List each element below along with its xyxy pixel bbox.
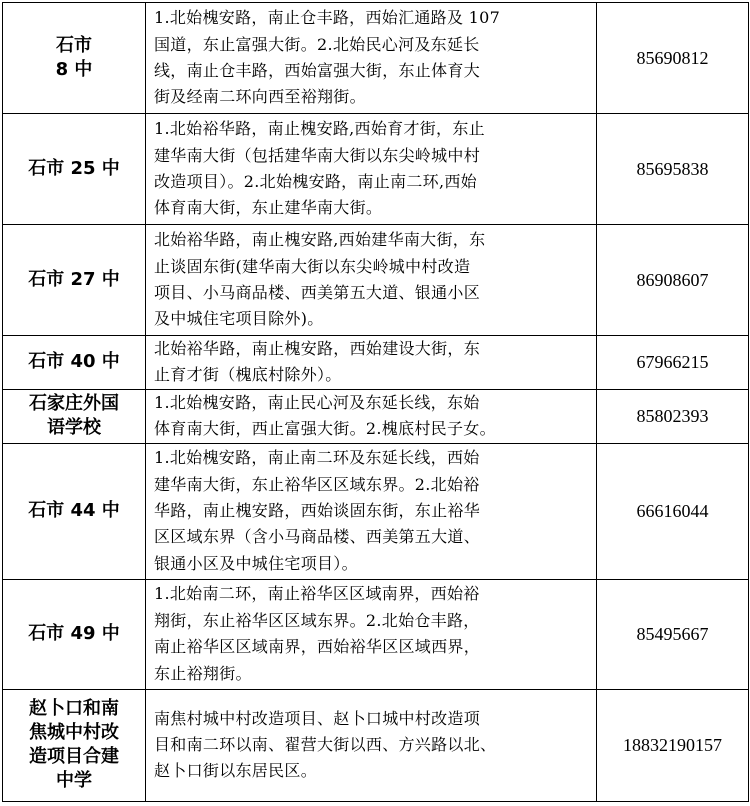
district-area-cell <box>146 689 597 801</box>
district-area-line: 北始裕华路，南止槐安路，西始建设大街，东 <box>154 339 481 358</box>
district-area-cell <box>146 579 597 689</box>
district-area-line: 线，南止仓丰路，西始富强大街，东止体育大 <box>154 61 481 80</box>
school-name-line: 石市 44 中 <box>28 500 120 522</box>
table-row <box>3 689 749 801</box>
district-area-line: 赵卜口街以东居民区。 <box>154 761 318 781</box>
district-area-line: 改造项目）。2.北始槐安路，南止南二环,西始 <box>154 172 477 191</box>
phone-number-cell: 85695838 <box>597 114 749 225</box>
district-area-line: 华路，南止槐安路，西始谈固东街，东止裕华 <box>154 500 481 520</box>
district-area-cell <box>146 225 597 336</box>
table-row <box>3 3 749 114</box>
table-row <box>3 443 749 579</box>
school-name-cell <box>3 336 146 390</box>
phone-number-cell: 18832190157 <box>597 689 749 801</box>
school-name-line: 8 中 <box>55 59 93 80</box>
district-area-line: 及中城住宅项目除外)。 <box>154 309 324 329</box>
school-name-line: 石市 <box>56 35 92 56</box>
district-area-line: 体育南大街，东止建华南大街。 <box>154 198 383 218</box>
school-name-cell <box>3 579 146 689</box>
district-area-line: 目和南二环以南、翟营大街以西、方兴路以北、 <box>154 734 497 754</box>
table-row <box>3 225 749 336</box>
phone-number-cell: 85690812 <box>597 3 749 114</box>
table-row <box>3 389 749 443</box>
district-area-line: 北始裕华路，南止槐安路,西始建华南大街，东 <box>154 230 486 250</box>
table-row <box>3 114 749 225</box>
district-area-line: 街及经南二环向西至裕翔街。 <box>154 87 366 107</box>
district-area-cell <box>146 3 597 114</box>
district-area-line: 建华南大街，东止裕华区区域东界。2.北始裕 <box>154 474 480 494</box>
district-area-line: 1.北始南二环，南止裕华区区域南界，西始裕 <box>154 584 480 604</box>
district-area-cell <box>146 443 597 579</box>
district-area-line: 国道，东止富强大街。2.北始民心河及东延长 <box>154 34 480 54</box>
district-area-line: 1.北始槐安路，南止南二环及东延长线，西始 <box>154 448 480 468</box>
school-name-cell <box>3 3 146 114</box>
district-area-cell <box>146 389 597 443</box>
district-area-line: 体育南大街，西止富强大街。2.槐底村民子女。 <box>154 419 496 439</box>
district-area-line: 东止裕翔街。 <box>154 663 252 683</box>
phone-number-cell: 67966215 <box>597 336 749 390</box>
school-name-line: 石市 49 中 <box>28 623 120 645</box>
district-area-line: 区区域东界（含小马商品楼、西美第五大道、 <box>154 527 481 547</box>
phone-number-cell: 85495667 <box>597 579 749 689</box>
district-area-line: 止育才街（槐底村除外）。 <box>154 365 342 385</box>
school-name-line: 石市 40 中 <box>28 351 120 373</box>
district-area-line: 1.北始槐安路，南止民心河及东延长线，东始 <box>154 392 480 412</box>
school-name-cell <box>3 443 146 579</box>
district-area-line: 建华南大街（包括建华南大街以东尖岭城中村 <box>154 145 481 165</box>
phone-number-cell: 86908607 <box>597 225 749 336</box>
school-name-line: 语学校 <box>47 417 101 439</box>
school-name-line: 石家庄外国 <box>29 393 119 415</box>
district-area-cell <box>146 336 597 390</box>
district-area-line: 项目、小马商品楼、西美第五大道、银通小区 <box>154 283 481 302</box>
school-name-cell <box>3 389 146 443</box>
phone-number-cell: 85802393 <box>597 389 749 443</box>
school-name-line: 造项目合建 <box>29 746 119 768</box>
school-name-cell <box>3 689 146 801</box>
school-name-cell <box>3 114 146 225</box>
school-district-table <box>2 2 749 802</box>
district-area-line: 南焦村城中村改造项目、赵卜口城中村改造项 <box>154 708 481 728</box>
school-name-line: 中学 <box>56 770 92 792</box>
school-name-cell <box>3 225 146 336</box>
district-area-line: 1.北始裕华路，南止槐安路,西始育才街，东止 <box>154 119 485 139</box>
school-name-line: 石市 25 中 <box>28 158 120 179</box>
table-row <box>3 579 749 689</box>
school-name-line: 石市 27 中 <box>28 269 120 290</box>
school-name-line: 焦城中村改 <box>29 722 119 744</box>
phone-number-cell: 66616044 <box>597 443 749 579</box>
district-area-line: 银通小区及中城住宅项目）。 <box>154 553 358 573</box>
district-area-line: 南止裕华区区域南界，西始裕华区区域西界， <box>154 637 481 657</box>
district-area-line: 翔街，东止裕华区区域东界。2.北始仓丰路， <box>154 610 480 630</box>
district-area-line: 止谈固东街(建华南大街以东尖岭城中村改造 <box>154 256 471 276</box>
district-area-line: 1.北始槐安路，南止仓丰路，西始汇通路及 107 <box>154 8 501 28</box>
table-row <box>3 336 749 390</box>
district-area-cell <box>146 114 597 225</box>
school-name-line: 赵卜口和南 <box>29 698 119 720</box>
